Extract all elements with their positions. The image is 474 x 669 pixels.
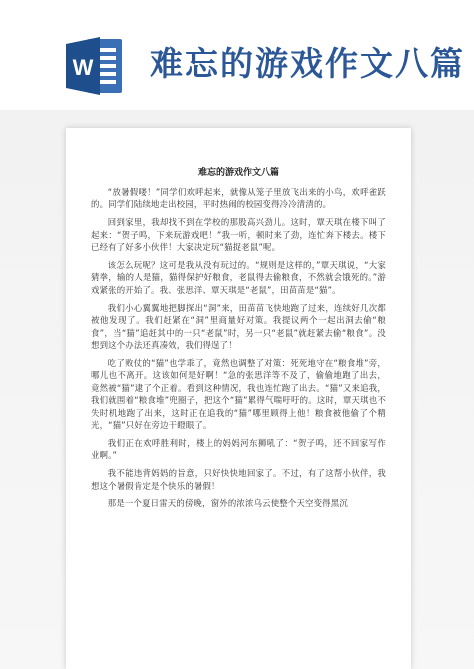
header-banner xyxy=(0,0,474,120)
word-document-icon xyxy=(64,35,126,97)
document-page xyxy=(66,128,411,669)
paragraph: 我不能违背妈妈的旨意，只好快快地回家了。不过，有了这帮小伙伴，我想这个暑假肯定是个快乐的暑假！ xyxy=(91,468,386,491)
svg-text:W: W xyxy=(72,55,94,80)
paragraph: 回到家里，我却找不到在学校的那股高兴劲儿。这时，覃天琪在楼下叫了起来：“贺子鸣，下来玩游戏吧！”我一听，顿时来了劲，连忙奔下楼去。楼下已经有了好多小伙伴！大家决定玩“猫捉老鼠”呢。 xyxy=(91,217,386,253)
paragraph: 该怎么玩呢？这可是我从没有玩过的。“规则是这样的，”覃天琪说，“大家猜拳，输的人是猫，猫得保护好粮食，老鼠得去偷粮食，不然就会饿死的。”游戏紧张的开始了。我、张思洋、覃天琪是“老鼠”，田苗苗是“猫”。 xyxy=(91,260,386,295)
paragraph: 那是一个夏日雷天的傍晚，窗外的浓浓乌云使整个天空变得黑沉 xyxy=(107,498,348,509)
page-title: 难忘的游戏作文八篇 xyxy=(150,44,465,83)
document-title: 难忘的游戏作文八篇 xyxy=(197,168,279,178)
paragraph: 我们正在欢呼胜利时，楼上的妈妈河东狮吼了：“贺子鸣，还不回家写作业啊。” xyxy=(91,437,386,461)
paragraph: “放暑假喽！”同学们欢呼起来，就像从笼子里放飞出来的小鸟，欢呼雀跃的。同学们陆续地走出校园，平时热闹的校园变得冷冷清清的。 xyxy=(91,187,386,210)
paragraph: 吃了败仗的“猫”也学乖了，竟然也调整了对策：死死地守在“粮食堆”旁，哪儿也不离开。这该如何是好啊！“急的张思洋等不及了，偷偷地跑了出去，竟然被“猫”逮了个正着。看到这种情况，我也连忙跑了出去。“猫”又来追我，我们就围着“粮食堆”兜圈子，把这个“猫”累得气喘吁吁的。这时，覃天琪也不失时机地跑了出来，这时正在追我的“猫”哪里顾得上他！粮食被他偷了个精光，“猫”只好在旁边干瞪眼了。 xyxy=(91,357,386,430)
paragraph: 我们小心翼翼地把脚探出“洞”来，田苗苗飞快地跑了过来，连续好几次都被他发现了。我们赶紧在“洞”里商量好对策。我提议两个一起出洞去偷“粮食”，当“猫”追赶其中的一只“老鼠”时，另一只“老鼠”就赶紧去偷“粮食”。没想到这个办法还真凑效，我们得逞了！ xyxy=(91,302,386,350)
document-body xyxy=(91,186,386,515)
